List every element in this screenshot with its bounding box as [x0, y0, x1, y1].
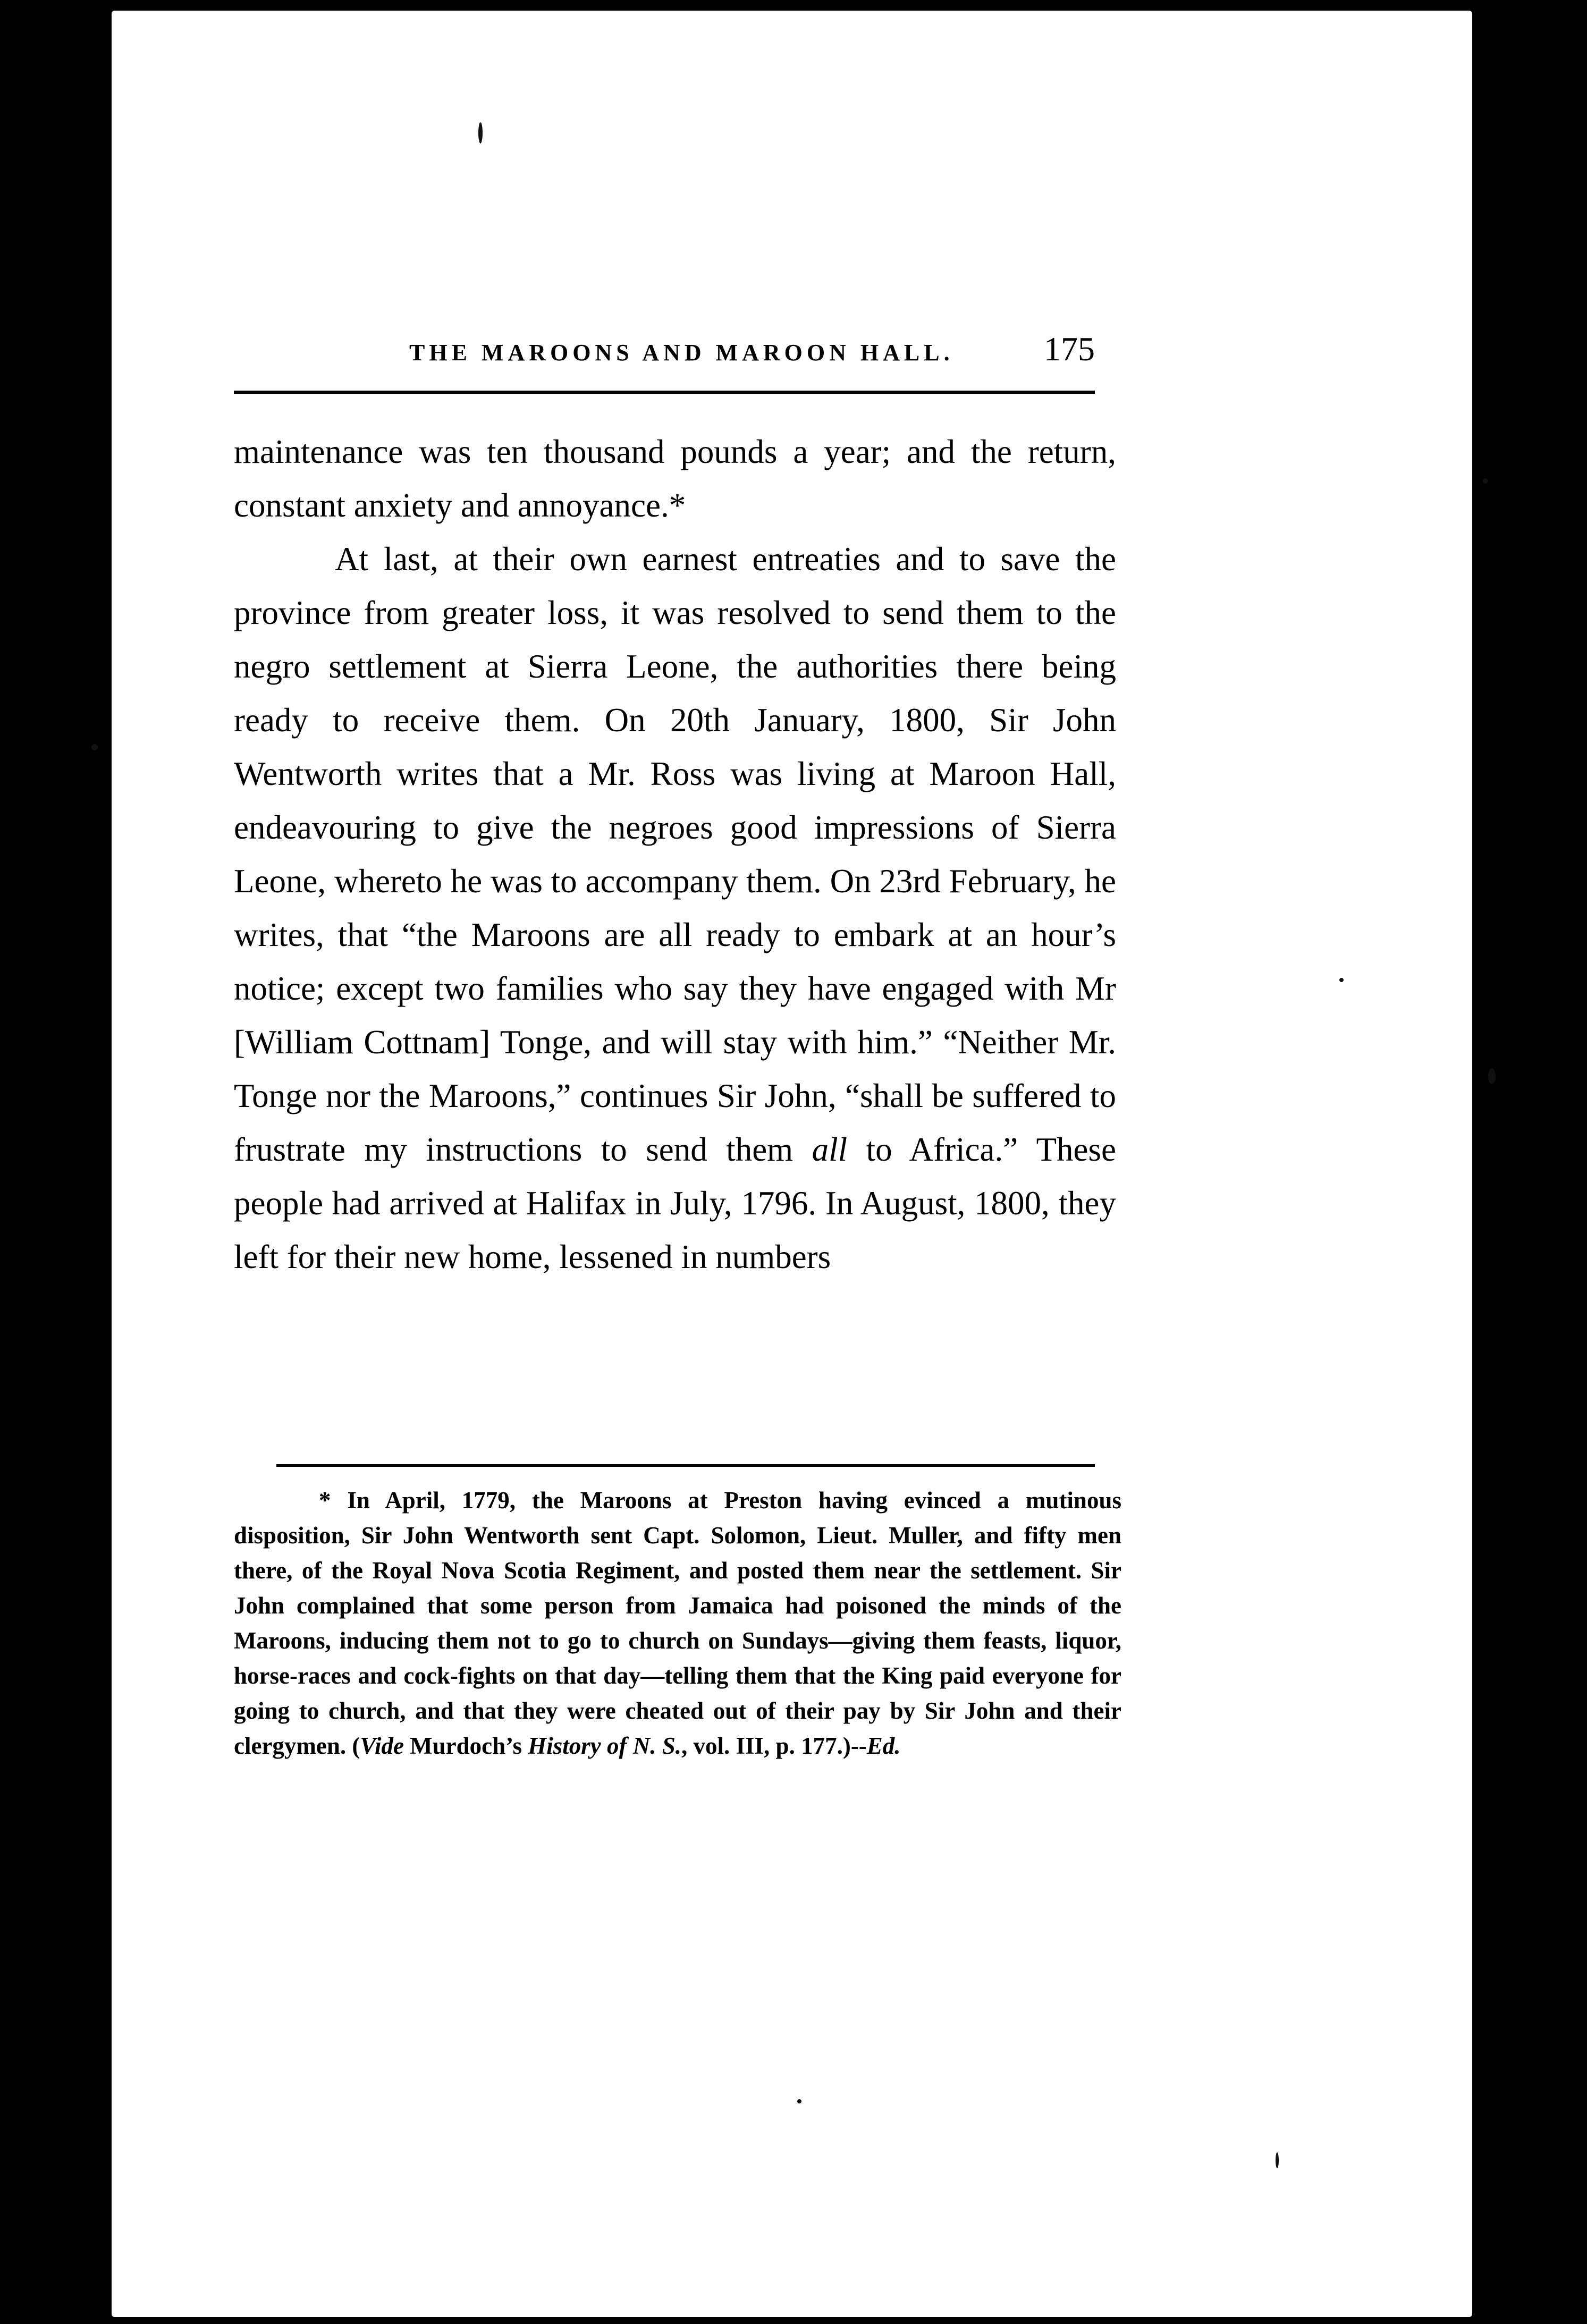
paragraph-text: At last, at their own earnest entreaties and to save the province from greater loss, it was resolved to send them to the negro settlement at Sierra Leone, the authorities there being ready to receive them. On 20th January, 1800, Sir John Wentworth writes that a Mr. Ross was living at Maroon Hall, endeavouring to give the negroes good impressions of Sierra Leone, whereto he was to accompany them. On 23rd February, he writes, that “the Maroons are all ready to embark at an hour’s notice; except two families who say they have engaged with Mr [William Cottnam] Tonge, and will stay with him.” “Neither Mr. Tonge nor the Maroons,” continues Sir John, “shall be suffered to frustrate my instructions to send them: [234, 540, 1116, 1168]
italic-word: all: [812, 1131, 848, 1168]
paragraph-continued: maintenance was ten thousand pounds a year; and the return, constant anxiety and annoyance.*: [234, 433, 1116, 524]
footnote-murdoch: Murdoch’s: [403, 1733, 528, 1759]
footnote-history-title: History of N. S.: [528, 1733, 682, 1759]
header-rule: [234, 391, 1095, 394]
footnote-text: * In April, 1779, the Maroons at Preston having evinced a mutinous disposition, Sir John Wentworth sent Capt. Solomon, Lieut. Muller, and fifty men there, of the Royal Nova Scotia Regiment, and posted them near the settlement. Sir John complained that some person from Jamaica had poisoned the minds of the Maroons, inducing them not to go to church on Sundays—giving them feasts, liquor, horse-races and cock-fights on that day—telling them that the King paid everyone for going to church, and that they were cheated out of their pay by Sir John and their clergymen. (: [234, 1487, 1121, 1759]
footnote-editor-mark: Ed.: [866, 1733, 901, 1759]
body-text: [234, 425, 1116, 1284]
footnote: [234, 1483, 1121, 1763]
scan-speck: [1488, 1068, 1496, 1084]
running-title: THE MAROONS AND MAROON HALL.: [409, 340, 954, 366]
scan-speck: [91, 744, 98, 750]
page-number: 175: [1044, 330, 1095, 368]
scan-speck: [797, 2099, 801, 2103]
scan-speck: [1276, 2152, 1279, 2168]
paragraph-text-end: to Africa.” These people had arrived at Halifax in July, 1796. In August, 1800, they left for their new home, lessened in numbers: [234, 1131, 1116, 1275]
running-head: [234, 329, 1095, 377]
scan-speck: [1483, 478, 1488, 484]
footnote-vide: Vide: [360, 1733, 404, 1759]
scan-speck: [1339, 978, 1344, 982]
scan-edge-right: [1472, 0, 1587, 2324]
footnote-citation: , vol. III, p. 177.)--: [681, 1733, 867, 1759]
scan-edge-left: [0, 0, 112, 2324]
footnote-rule: [276, 1464, 1095, 1467]
scan-speck: [478, 122, 483, 143]
paragraph: [234, 533, 1116, 1284]
